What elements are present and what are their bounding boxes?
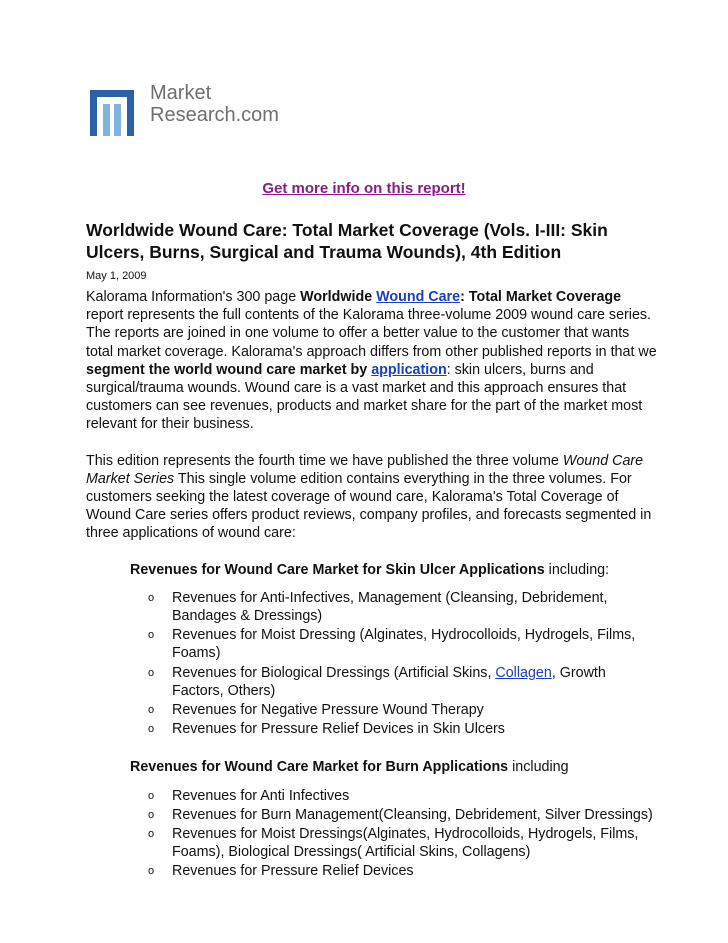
logo-wordmark <box>150 82 279 126</box>
bullet-icon: o <box>148 704 155 717</box>
list-item <box>148 806 658 824</box>
para1-text-a: Kalorama Information's 300 page <box>86 289 301 305</box>
report-body <box>86 288 658 901</box>
list-item-text: Revenues for Anti-Infectives, Management (Cleansing, Debridement, Bandages & Dressings) <box>172 589 608 625</box>
list-item-text: Revenues for Biological Dressings (Artificial Skins, <box>172 664 496 681</box>
para2-italic-b: Wound Care Market Series <box>86 452 644 487</box>
section-heading-rest: including <box>508 759 569 776</box>
list-item-text: Revenues for Negative Pressure Wound Therapy <box>172 702 484 719</box>
section-heading-rest: including: <box>544 561 610 578</box>
bullet-icon: o <box>148 789 155 802</box>
para1-bold-d: : Total Market Coverage <box>460 289 622 305</box>
bullet-icon: o <box>148 808 155 821</box>
list-item <box>148 862 658 880</box>
list-item-text: Revenues for Burn Management(Cleansing, Debridement, Silver Dressings) <box>172 806 653 823</box>
logo-line-1: Market <box>150 82 212 104</box>
list-item <box>148 720 658 738</box>
application-link[interactable]: application <box>371 361 447 378</box>
intro-paragraph <box>86 288 658 434</box>
bullet-icon: o <box>148 591 155 604</box>
report-date: May 1, 2009 <box>86 270 147 282</box>
list-item <box>148 626 658 662</box>
section-heading-burn <box>130 758 658 776</box>
list-item-text: Revenues for Pressure Relief Devices in Skin Ulcers <box>172 721 505 738</box>
para1-bold-f: segment the world wound care market by <box>86 361 372 378</box>
section-heading-skin-ulcer <box>130 561 658 579</box>
skin-ulcer-list <box>148 589 658 739</box>
para1-text-h: : skin ulcers, burns and surgical/trauma wounds. Wound care is a vast market and this approach ensures that customers can see revenues, products and market share for the part of the market most relevant for their business. <box>86 361 643 433</box>
bullet-icon: o <box>148 865 155 878</box>
list-item-text: Revenues for Pressure Relief Devices <box>172 863 414 880</box>
wound-care-link[interactable]: Wound Care <box>376 289 461 305</box>
para1-bold-b: Worldwide <box>300 289 377 305</box>
burn-list <box>148 787 658 881</box>
marketresearch-logo <box>90 82 300 138</box>
edition-paragraph <box>86 452 658 543</box>
list-item <box>148 589 658 625</box>
bullet-icon: o <box>148 666 155 679</box>
list-item-text: Revenues for Moist Dressing (Alginates, Hydrocolloids, Hydrogels, Films, Foams) <box>172 627 636 662</box>
bullet-icon: o <box>148 629 155 642</box>
list-item <box>148 825 658 861</box>
para2-text-c: This single volume edition contains everything in the three volumes. For customers seeking the latest coverage of wound care, Kalorama's Total Coverage of Wound Care series offers product reviews, company profiles, and forecasts segmented in three applications of wound care: <box>86 470 652 542</box>
get-more-info-link[interactable]: Get more info on this report! <box>262 180 466 197</box>
logo-mark-icon <box>90 84 138 136</box>
bullet-icon: o <box>148 828 155 841</box>
section-heading-bold: Revenues for Wound Care Market for Burn Applications <box>130 759 509 776</box>
para2-text-a: This edition represents the fourth time we have published the three volume <box>86 452 563 469</box>
list-item-text: Revenues for Anti Infectives <box>172 787 350 804</box>
collagen-link[interactable]: Collagen <box>495 664 552 681</box>
list-item-text: Revenues for Moist Dressings(Alginates, Hydrocolloids, Hydrogels, Films, Foams), Biological Dressings( Artificial Skins, Collagens) <box>172 826 639 861</box>
logo-line-2: Research.com <box>150 104 279 126</box>
list-item <box>148 787 658 805</box>
list-item <box>148 664 658 700</box>
para1-text-e: report represents the full contents of the Kalorama three-volume 2009 wound care series. The reports are joined in one volume to offer a better value to the customer that wants total market coverage. Kalorama's approach differs from other published reports in that we <box>86 307 657 360</box>
cta-container <box>0 180 728 198</box>
bullet-icon: o <box>148 723 155 736</box>
list-item <box>148 701 658 719</box>
list-item-text: , Growth Factors, Others) <box>172 664 606 699</box>
section-heading-bold: Revenues for Wound Care Market for Skin Ulcer Applications <box>130 561 545 578</box>
report-title: Worldwide Wound Care: Total Market Coverage (Vols. I-III: Skin Ulcers, Burns, Surgical and Trauma Wounds), 4th Edition <box>86 220 608 262</box>
